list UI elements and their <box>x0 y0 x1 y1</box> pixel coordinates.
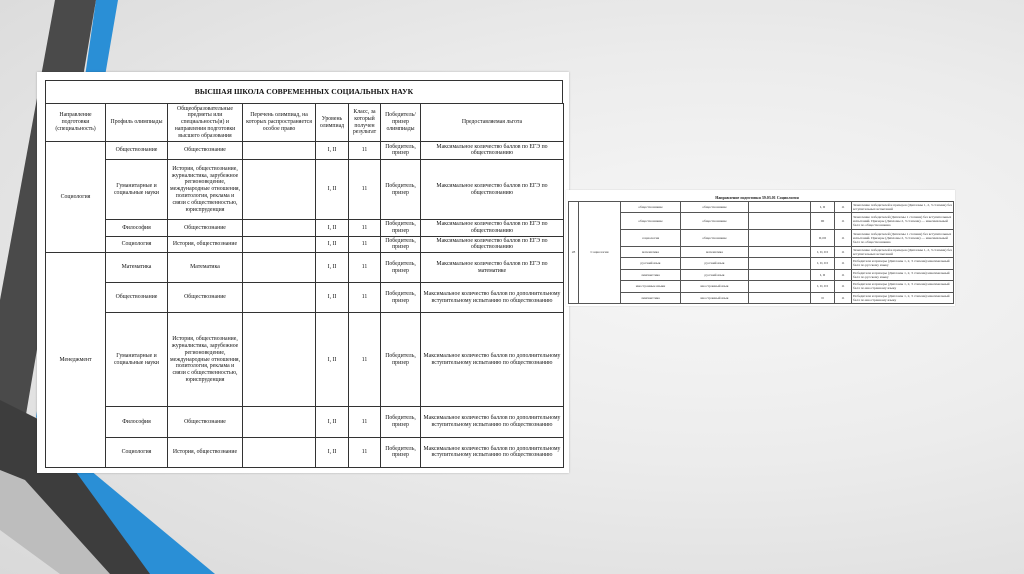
secondary-grade-cell: 11 <box>835 246 852 257</box>
benefit-cell: Максимальное количество баллов по дополнительному вступительному испытанию по обществознанию <box>421 437 564 467</box>
direction-cell: Менеджмент <box>46 253 106 468</box>
level-cell: I, II <box>316 220 349 236</box>
secondary-profile-cell: обществознание <box>621 202 681 213</box>
secondary-subject-cell: обществознание <box>681 202 749 213</box>
secondary-subject-cell: иностранный язык <box>681 292 749 304</box>
table-row <box>46 236 564 252</box>
subjects-cell: Обществознание <box>168 283 243 313</box>
subjects-cell: История, обществознание <box>168 437 243 467</box>
column-header: Предоставляемая льгота <box>421 104 564 142</box>
olympiad-table <box>45 103 564 468</box>
profile-cell: Математика <box>106 253 168 283</box>
direction-cell: Социология <box>46 142 106 253</box>
secondary-row <box>569 269 954 280</box>
secondary-level-cell: II <box>811 292 835 304</box>
secondary-profile-cell: обществознание <box>621 213 681 230</box>
secondary-benefit-cell: Зачисление победителей и призеров (Дипломы 1, 2, 3 степени) без вступительных испытаний <box>853 247 953 256</box>
secondary-level-cell: I, II <box>811 269 835 280</box>
level-cell: I, II <box>316 236 349 252</box>
subjects-cell: Обществознание <box>168 220 243 236</box>
level-cell: I, II <box>316 407 349 437</box>
grade-cell: 11 <box>349 313 381 407</box>
grade-cell: 11 <box>349 220 381 236</box>
secondary-row <box>569 292 954 304</box>
status-cell: Победитель, призер <box>381 253 421 283</box>
secondary-level-cell: I, II, III <box>811 281 835 292</box>
subjects-cell: Обществознание <box>168 142 243 160</box>
secondary-benefit-cell: Зачисление победителей и призеров (Дипломы 1, 2, 3 степени) без вступительных испытаний <box>853 203 953 212</box>
benefit-cell: Максимальное количество баллов по дополнительному вступительному испытанию по обществознанию <box>421 313 564 407</box>
benefit-cell: Максимальное количество баллов по ЕГЭ по математике <box>421 253 564 283</box>
secondary-row <box>569 281 954 292</box>
secondary-row <box>569 258 954 269</box>
secondary-header: Направление подготовки 39.03.01 Социология <box>715 195 799 200</box>
benefit-cell: Максимальное количество баллов по ЕГЭ по обществознанию <box>421 236 564 252</box>
secondary-grade-cell: 11 <box>835 292 852 304</box>
subjects-cell: Математика <box>168 253 243 283</box>
profile-cell: Обществознание <box>106 142 168 160</box>
secondary-profile-cell: лингвистика <box>621 292 681 304</box>
secondary-empty-cell <box>749 269 811 280</box>
grade-cell: 11 <box>349 253 381 283</box>
grade-cell: 11 <box>349 437 381 467</box>
olympiads-cell <box>243 159 316 219</box>
column-header: Класс, за который получен результат <box>349 104 381 142</box>
secondary-empty-cell <box>749 246 811 257</box>
subjects-cell: История, обществознание, журналистика, зарубежное регионоведение, международные отношения, политология, реклама и связи с общественностью, юриспруденция <box>168 313 243 407</box>
status-cell: Победитель, призер <box>381 220 421 236</box>
secondary-level-cell: I, II, III <box>811 258 835 269</box>
status-cell: Победитель, призер <box>381 142 421 160</box>
secondary-profile-cell: лингвистика <box>621 269 681 280</box>
column-header: Общеобразовательные предметы или специальность(и) и направления подготовки высшего образования <box>168 104 243 142</box>
level-cell: I, II <box>316 142 349 160</box>
secondary-subject-cell: иностранный язык <box>681 281 749 292</box>
column-header: Перечень олимпиад, на которых распространяется особое право <box>243 104 316 142</box>
olympiads-cell <box>243 407 316 437</box>
secondary-grade-cell: 11 <box>835 213 852 230</box>
table-row <box>46 253 564 283</box>
olympiads-cell <box>243 283 316 313</box>
secondary-benefit-cell: Победители и призеры (Дипломы 1, 2, 3 степени) максимальный балл по русскому языку <box>852 258 954 269</box>
olympiads-cell <box>243 142 316 160</box>
profile-cell: Социология <box>106 437 168 467</box>
grade-cell: 11 <box>349 159 381 219</box>
table-row <box>46 283 564 313</box>
subjects-cell: История, обществознание, журналистика, зарубежное регионоведение, международные отношения, политология, реклама и связи с общественностью, юриспруденция <box>168 159 243 219</box>
subjects-cell: Обществознание <box>168 407 243 437</box>
secondary-profile-cell: социология <box>621 230 681 247</box>
level-cell: I, II <box>316 159 349 219</box>
secondary-empty-cell <box>749 230 811 247</box>
benefit-cell: Максимальное количество баллов по дополнительному вступительному испытанию по обществознанию <box>421 283 564 313</box>
secondary-grade-cell: 11 <box>835 230 852 247</box>
secondary-empty-cell <box>749 202 811 213</box>
subjects-cell: История, обществознание <box>168 236 243 252</box>
table-row <box>46 142 564 160</box>
document-title: ВЫСШАЯ ШКОЛА СОВРЕМЕННЫХ СОЦИАЛЬНЫХ НАУК <box>45 80 563 104</box>
status-cell: Победитель, призер <box>381 313 421 407</box>
status-cell: Победитель, призер <box>381 407 421 437</box>
level-cell: I, II <box>316 313 349 407</box>
secondary-benefit-cell: Зачисление победителей (Дипломы 1 степени) без вступительных испытаний. Призеры (Дипломы 2, 3 степени) — максимальный балл по обществознанию <box>852 213 954 230</box>
olympiads-cell <box>243 437 316 467</box>
olympiads-cell <box>243 220 316 236</box>
level-cell: I, II <box>316 437 349 467</box>
benefit-cell: Максимальное количество баллов по ЕГЭ по обществознанию <box>421 142 564 160</box>
secondary-level-cell: III <box>811 213 835 230</box>
level-cell: I, II <box>316 253 349 283</box>
secondary-benefit-cell: Победители и призеры (Дипломы 1, 2, 3 степени) максимальный балл по иностранному языку <box>852 281 954 292</box>
document-page-main <box>37 72 569 473</box>
secondary-level-cell: I, II <box>811 202 835 213</box>
grade-cell: 11 <box>349 142 381 160</box>
secondary-row <box>569 246 954 257</box>
benefit-cell: Максимальное количество баллов по ЕГЭ по обществознанию <box>421 220 564 236</box>
secondary-profile-cell: математика <box>621 246 681 257</box>
profile-cell: Гуманитарные и социальные науки <box>106 159 168 219</box>
secondary-subject-cell: русский язык <box>681 258 749 269</box>
table-row <box>46 313 564 407</box>
table-body <box>46 142 564 468</box>
column-header: Уровень олимпиад <box>316 104 349 142</box>
secondary-row <box>569 230 954 247</box>
table-row <box>46 437 564 467</box>
grade-cell: 11 <box>349 283 381 313</box>
secondary-level-cell: I, II, III <box>811 246 835 257</box>
secondary-row <box>569 202 954 213</box>
secondary-empty-cell <box>749 258 811 269</box>
secondary-subject-cell: обществознание <box>681 230 749 247</box>
table-header-row <box>46 104 564 142</box>
olympiads-cell <box>243 253 316 283</box>
secondary-benefit-cell: Зачисление победителей (Дипломы 1 степени) без вступительных испытаний. Призеры (Дипломы 2, 3 степени) — максимальный балл по обществознанию <box>852 230 954 247</box>
table-row <box>46 159 564 219</box>
secondary-grade-cell: 11 <box>835 258 852 269</box>
secondary-subject-cell: математика <box>681 246 749 257</box>
status-cell: Победитель, призер <box>381 159 421 219</box>
table-row <box>46 407 564 437</box>
table-row <box>46 220 564 236</box>
status-cell: Победитель, призер <box>381 437 421 467</box>
secondary-profile-cell: иностранные языки <box>621 281 681 292</box>
secondary-direction-cell: Социология <box>579 202 621 304</box>
profile-cell: Социология <box>106 236 168 252</box>
secondary-empty-cell <box>749 213 811 230</box>
secondary-grade-cell: 11 <box>835 269 852 280</box>
column-header: Профиль олимпиады <box>106 104 168 142</box>
profile-cell: Гуманитарные и социальные науки <box>106 313 168 407</box>
secondary-level-cell: II,III <box>811 230 835 247</box>
level-cell: I, II <box>316 283 349 313</box>
grade-cell: 11 <box>349 407 381 437</box>
profile-cell: Философия <box>106 220 168 236</box>
olympiads-cell <box>243 313 316 407</box>
olympiads-cell <box>243 236 316 252</box>
secondary-num-cell: 28 <box>569 202 579 304</box>
profile-cell: Философия <box>106 407 168 437</box>
secondary-benefit-cell: Победители и призеры (Дипломы 1, 2, 3 степени) максимальный балл по русскому языку <box>852 269 954 280</box>
profile-cell: Обществознание <box>106 283 168 313</box>
secondary-grade-cell: 11 <box>835 202 852 213</box>
secondary-benefit-cell: Победители и призеры (Дипломы 1, 2, 3 степени) максимальный балл по иностранному языку <box>852 292 954 304</box>
secondary-grade-cell: 11 <box>835 281 852 292</box>
secondary-row <box>569 213 954 230</box>
secondary-empty-cell <box>749 292 811 304</box>
document-page-secondary <box>566 190 955 306</box>
column-header: Направление подготовки (специальность) <box>46 104 106 142</box>
benefit-cell: Максимальное количество баллов по дополнительному вступительному испытанию по обществознанию <box>421 407 564 437</box>
grade-cell: 11 <box>349 236 381 252</box>
benefit-cell: Максимальное количество баллов по ЕГЭ по обществознанию <box>421 159 564 219</box>
secondary-empty-cell <box>749 281 811 292</box>
secondary-subject-cell: обществознание <box>681 213 749 230</box>
secondary-table <box>568 201 954 304</box>
secondary-subject-cell: русский язык <box>681 269 749 280</box>
status-cell: Победитель, призер <box>381 283 421 313</box>
secondary-profile-cell: русский язык <box>621 258 681 269</box>
status-cell: Победитель, призер <box>381 236 421 252</box>
column-header: Победитель/ призер олимпиады <box>381 104 421 142</box>
